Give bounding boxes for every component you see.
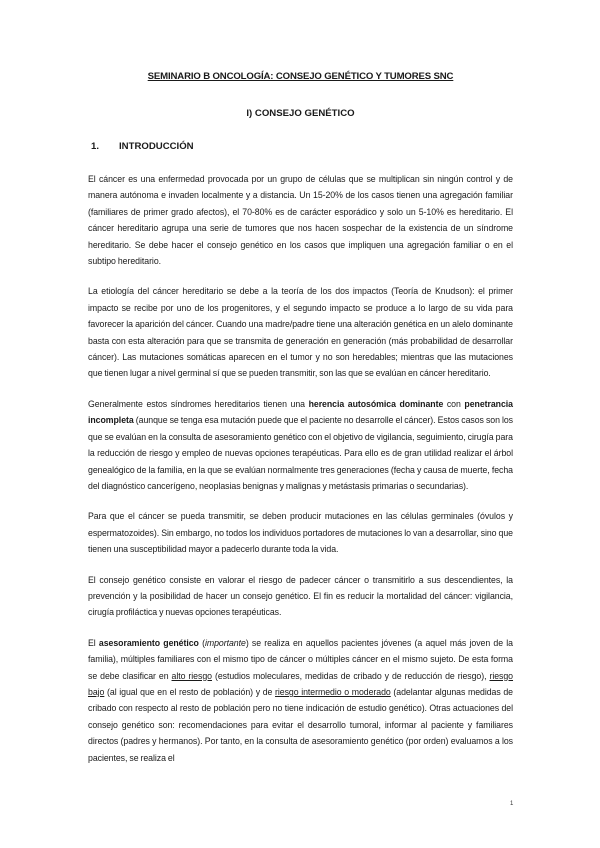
paragraph-1: El cáncer es una enfermedad provocada por un grupo de células que se multiplican sin ningún control y de manera autónoma e invaden localmente y a distancia. Un 15-20% de los casos tienen una agregación familiar (familiares de primer grado afectos), el 70-80% es de carácter esporádico y solo un 5-10% es hereditario. El cáncer hereditario agrupa una serie de tumores que nos hacen sospechar de la existencia de un síndrome hereditario. Se debe hacer el consejo genético en los casos que impliquen una agregación familiar o en el subtipo hereditario.: [88, 174, 513, 267]
paragraph-6: [88, 635, 513, 766]
text-run: (estudios moleculares, medidas de cribado y de reducción de riesgo),: [211, 670, 490, 681]
document-body: [88, 71, 513, 780]
underlined-term: riesgo bajo: [88, 670, 514, 697]
italic-term: importante: [204, 637, 246, 648]
paragraph-5: El consejo genético consiste en valorar el riesgo de padecer cáncer o transmitirlo a sus descendientes, la prevención y la posibilidad de hacer un consejo genético. El fin es reducir la mortalidad del cáncer: vigilancia, cirugía profiláctica y nuevas opciones terapéuticas.: [88, 574, 513, 618]
bold-term: asesoramiento genético: [98, 637, 199, 648]
underlined-term: riesgo intermedio o moderado: [275, 686, 391, 697]
section-number: 1.: [91, 141, 100, 152]
text-run: con: [443, 398, 465, 409]
paragraph-2: La etiología del cáncer hereditario se debe a la teoría de los dos impactos (Teoría de Knudson): el primer impacto se recibe por uno de los progenitores, y el segundo impacto se produce a lo largo de su vida para favorecer la aparición del cáncer. Cuando una madre/padre tiene una alteración genética en un alelo dominante basta con esta alteración para que se transmita de generación en generación (más probabilidad de desarrollar cáncer). Las mutaciones somáticas aparecen en el tumor y no son heredables; mientras que las mutaciones que tienen lugar a nivel germinal sí que se pueden transmitir, son las que se evalúan en cáncer hereditario.: [88, 286, 513, 379]
section-heading: [88, 141, 513, 153]
text-run: (: [198, 637, 205, 648]
text-run: (adelantar algunas medidas de cribado con respecto al resto de población pero no tiene indicación de estudio genético). Otras actuaciones del consejo genético son: recomendaciones para evitar el desarrollo tumoral, informar al paciente y familiares directos (padres y hermanos). Por tanto, en la consulta de asesoramiento genético (por orden) evaluamos a los pacientes, se realiza el: [88, 686, 513, 763]
bold-term: herencia autosómica dominante: [308, 398, 444, 409]
text-run: ) se realiza en aquellos pacientes jóvenes (a aquel más joven de la familia), múltiples familiares con el mismo tipo de cáncer o múltiples cáncer en el mismo sujeto. De esta forma se debe clasificar en: [88, 637, 513, 681]
text-run: (al igual que en el resto de población) y de: [104, 686, 276, 697]
section-label: INTRODUCCIÓN: [119, 141, 194, 152]
text-run: (aunque se tenga esa mutación puede que el paciente no desarrolle el cáncer). Estos casos son los que se evalúan en la consulta de asesoramiento genético con el objetivo de vigilancia, seguimiento, cirugía para la reducción de riesgo y empleo de nuevas opciones terapéuticas. Para ello es de gran utilidad realizar el árbol genealógico de la familia, en la que se evalúan normalmente tres generaciones (fecha y causa de muerte, fecha del diagnóstico cancerígeno, neoplasias benignas y malignas y metástasis primarias o secundarias).: [88, 415, 513, 491]
document-title: SEMINARIO B ONCOLOGÍA: CONSEJO GENÉTICO Y TUMORES SNC: [147, 71, 454, 82]
text-run: Generalmente estos síndromes hereditarios tienen una: [88, 398, 309, 409]
page-number: 1: [510, 801, 514, 807]
section-subtitle: I) CONSEJO GENÉTICO: [246, 108, 355, 119]
underlined-term: alto riesgo: [171, 670, 212, 681]
bold-term: penetrancia incompleta: [88, 398, 513, 426]
paragraph-3: [88, 396, 513, 494]
text-run: El: [88, 637, 99, 648]
paragraph-4: Para que el cáncer se pueda transmitir, se deben producir mutaciones en las células germinales (óvulos y espermatozoides). Sin embargo, no todos los individuos portadores de mutaciones lo van a desarrollar, sino que tienen una susceptibilidad mayor a padecerlo durante toda la vida.: [88, 511, 513, 555]
